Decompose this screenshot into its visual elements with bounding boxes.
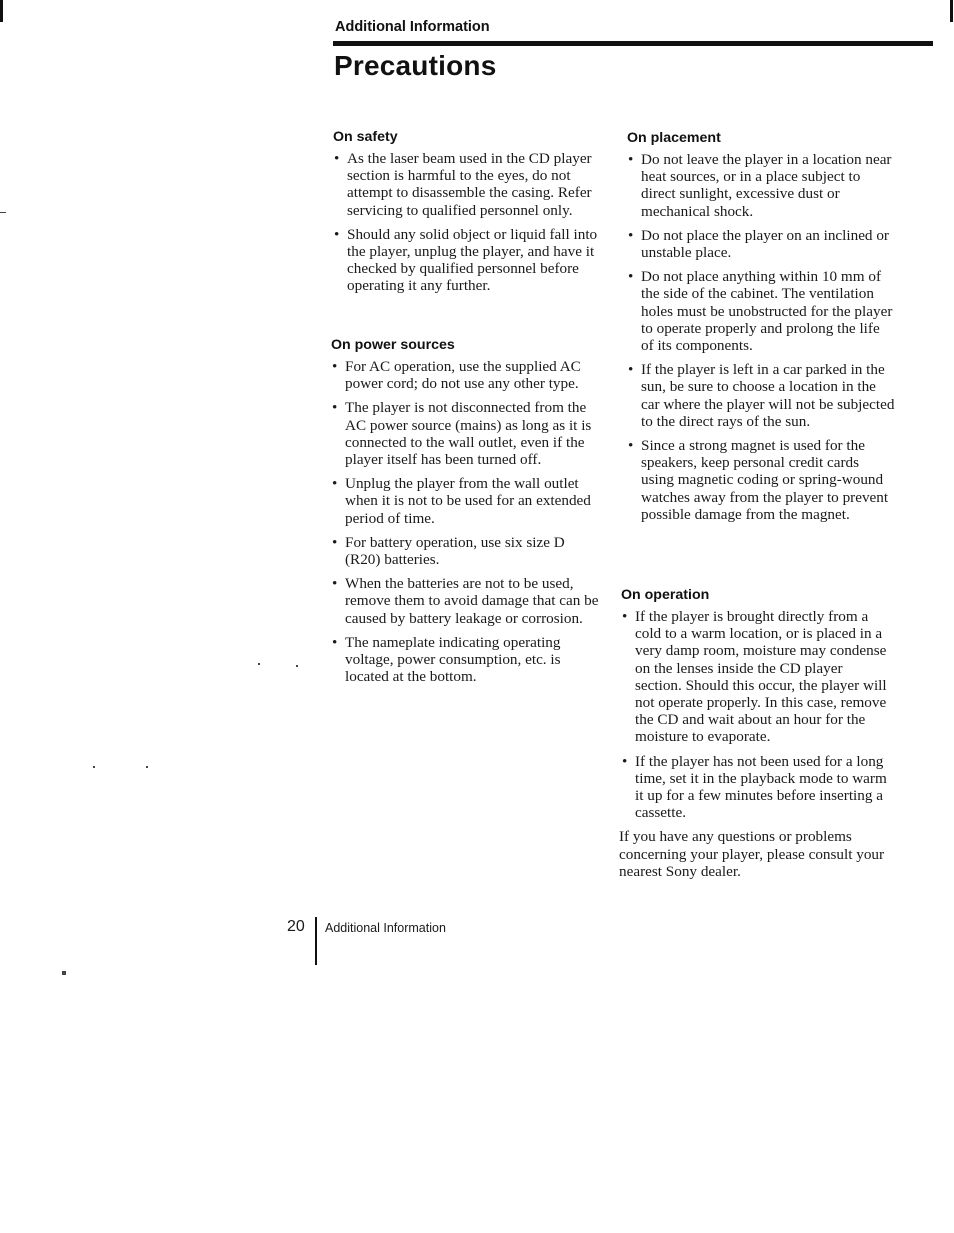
list-item: • Do not place the player on an inclined or unstable place. bbox=[627, 227, 895, 261]
list-item: • For battery operation, use six size D (R20) batteries. bbox=[331, 534, 603, 568]
section-on-operation bbox=[621, 587, 893, 880]
section-on-power-sources bbox=[331, 337, 603, 692]
heading-on-safety: On safety bbox=[333, 129, 398, 145]
list-item: • Do not leave the player in a location near heat sources, or in a place subject to direct sunlight, excessive dust or mechanical shock. bbox=[627, 151, 895, 220]
operation-list bbox=[621, 608, 893, 821]
scan-speck bbox=[62, 971, 66, 975]
list-item: • The nameplate indicating operating voltage, power consumption, etc. is located at the bottom. bbox=[331, 634, 603, 686]
right-edge-mark bbox=[950, 0, 953, 22]
safety-list bbox=[333, 150, 605, 295]
footer-label: Additional Information bbox=[325, 921, 446, 935]
heading-on-placement: On placement bbox=[627, 130, 721, 146]
list-item: • If the player is brought directly from a cold to a warm location, or is placed in a very damp room, moisture may condense on the lenses inside the CD player section. Should this occur, the player will not operate properly. In this case, remove the CD and wait about an hour for the moisture to evaporate. bbox=[621, 608, 893, 746]
placement-list bbox=[627, 151, 895, 523]
list-item: • Should any solid object or liquid fall into the player, unplug the player, and have it checked by qualified personnel before operating it any further. bbox=[333, 226, 605, 295]
heading-on-operation: On operation bbox=[621, 587, 710, 603]
section-on-safety bbox=[333, 129, 605, 302]
list-item: • If the player is left in a car parked in the sun, be sure to choose a location in the car where the player will not be subjected to the direct rays of the sun. bbox=[627, 361, 895, 430]
heading-on-power-sources: On power sources bbox=[331, 337, 455, 353]
scan-speck bbox=[0, 212, 6, 213]
list-item: • The player is not disconnected from the AC power source (mains) as long as it is connected to the wall outlet, even if the player itself has been turned off. bbox=[331, 399, 603, 468]
scan-speck bbox=[258, 663, 260, 665]
scan-speck bbox=[146, 766, 148, 768]
section-on-placement bbox=[627, 130, 895, 530]
list-item: • For AC operation, use the supplied AC power cord; do not use any other type. bbox=[331, 358, 603, 392]
left-edge-mark bbox=[0, 0, 3, 22]
list-item: • As the laser beam used in the CD player section is harmful to the eyes, do not attempt to disassemble the casing. Refer servicing to qualified personnel only. bbox=[333, 150, 605, 219]
scan-speck bbox=[296, 665, 298, 667]
page-number: 20 bbox=[287, 918, 305, 935]
closing-paragraph: If you have any questions or problems concerning your player, please consult your nearest Sony dealer. bbox=[619, 828, 885, 880]
footer-divider bbox=[315, 917, 317, 965]
list-item: • Since a strong magnet is used for the speakers, keep personal credit cards using magnetic coding or spring-wound watches away from the player to prevent possible damage from the magnet. bbox=[627, 437, 895, 523]
list-item: • When the batteries are not to be used, remove them to avoid damage that can be caused by battery leakage or corrosion. bbox=[331, 575, 603, 627]
section-label: Additional Information bbox=[335, 19, 490, 35]
list-item: • Unplug the player from the wall outlet when it is not to be used for an extended period of time. bbox=[331, 475, 603, 527]
power-list bbox=[331, 358, 603, 685]
list-item: • If the player has not been used for a long time, set it in the playback mode to warm it up for a few minutes before inserting a cassette. bbox=[621, 753, 893, 822]
scan-speck bbox=[93, 766, 95, 768]
header-rule bbox=[333, 41, 933, 46]
page-title: Precautions bbox=[334, 50, 497, 81]
list-item: • Do not place anything within 10 mm of the side of the cabinet. The ventilation holes must be unobstructed for the player to operate properly and prolong the life of its components. bbox=[627, 268, 895, 354]
